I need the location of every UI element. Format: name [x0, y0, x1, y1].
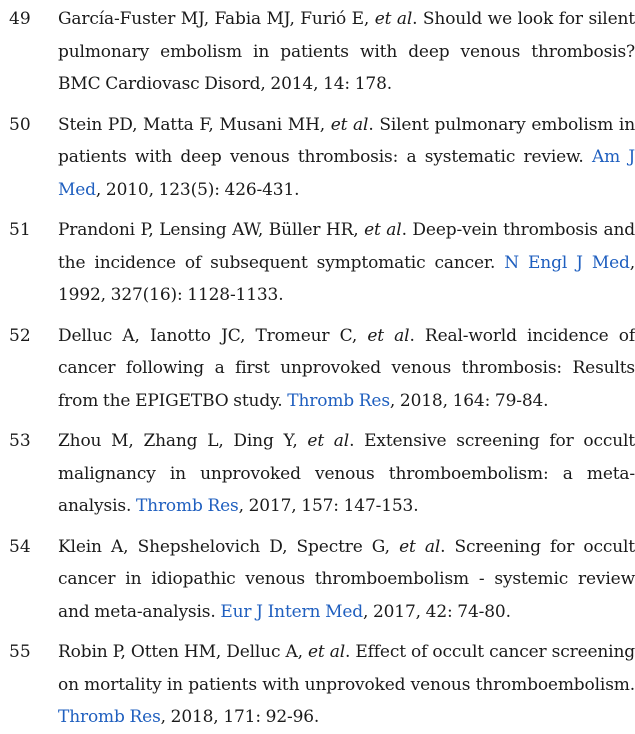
reference-49 [0, 3, 635, 101]
reference-authors: Delluc A, Ianotto JC, Tromeur C, [58, 325, 368, 346]
reference-title: . Should we look for silent pulmonary embolism in patients with deep venous thrombosis? BMC Cardiovasc Disord, 2014, 14: 178. [58, 9, 635, 94]
reference-title: . Extensive screening for occult malignancy in unprovoked venous thromboembolism: a meta-analysis. [58, 431, 635, 516]
reference-citation: , 2018, 171: 92-96. [160, 707, 320, 727]
reference-text [58, 109, 635, 207]
journal-link[interactable]: Eur J Intern Med [220, 601, 363, 622]
reference-text [58, 425, 635, 523]
reference-authors: Prandoni P, Lensing AW, Büller HR, [58, 220, 365, 240]
reference-54 [0, 531, 635, 629]
reference-text [58, 531, 635, 629]
reference-citation: , 1992, 327(16): 1128-1133. [58, 252, 635, 305]
reference-authors: Robin P, Otten HM, Delluc A, [58, 642, 308, 662]
reference-authors: Zhou M, Zhang L, Ding Y, [58, 431, 308, 451]
reference-etal: et al [367, 325, 410, 346]
reference-text [58, 320, 635, 418]
journal-link[interactable]: Am J Med [58, 147, 635, 200]
reference-55 [0, 636, 635, 734]
reference-citation: , 2018, 164: 79-84. [389, 390, 549, 411]
reference-authors: Klein A, Shepshelovich D, Spectre G, [58, 536, 400, 557]
reference-citation: , 2017, 42: 74-80. [362, 601, 511, 622]
reference-citation: , 2010, 123(5): 426-431. [95, 179, 300, 200]
reference-title: . Effect of occult cancer screening on mortality in patients with unprovoked venous thromboembolism. [58, 642, 635, 695]
reference-title: . Real-world incidence of cancer following a first unprovoked venous thrombosis: Results from the EPIGETBO study. [58, 325, 635, 411]
reference-etal: et al [308, 642, 345, 662]
reference-number: 52 [9, 325, 31, 346]
journal-link[interactable]: N Engl J Med [504, 252, 630, 273]
reference-number: 49 [9, 9, 31, 29]
reference-etal: et al [330, 114, 369, 135]
journal-link[interactable]: Thromb Res [287, 390, 390, 411]
reference-etal: et al [307, 431, 350, 451]
reference-text [58, 214, 635, 312]
reference-text [58, 3, 635, 101]
reference-number: 54 [9, 536, 31, 557]
reference-number: 53 [9, 431, 31, 451]
reference-50 [0, 109, 635, 207]
reference-citation: , 2017, 157: 147-153. [238, 496, 419, 516]
journal-link[interactable]: Thromb Res [58, 707, 161, 727]
reference-etal: et al [374, 9, 413, 29]
reference-number: 51 [9, 220, 31, 240]
reference-etal: et al [364, 220, 402, 240]
reference-title: . Deep-vein thrombosis and the incidence of subsequent symptomatic cancer. [58, 220, 635, 273]
reference-etal: et al [399, 536, 441, 557]
reference-title: . Silent pulmonary embolism in patients with deep venous thrombosis: a systematic review. [58, 114, 635, 167]
reference-title: . Screening for occult cancer in idiopathic venous thromboembolism - systemic review and meta-analysis. [58, 536, 635, 622]
reference-51 [0, 214, 635, 312]
reference-number: 50 [9, 114, 31, 135]
reference-text [58, 636, 635, 734]
reference-authors: García-Fuster MJ, Fabia MJ, Furió E, [58, 9, 375, 29]
journal-link[interactable]: Thromb Res [135, 496, 239, 516]
reference-52 [0, 320, 635, 418]
reference-number: 55 [9, 642, 31, 662]
reference-authors: Stein PD, Matta F, Musani MH, [58, 114, 331, 135]
reference-53 [0, 425, 635, 523]
